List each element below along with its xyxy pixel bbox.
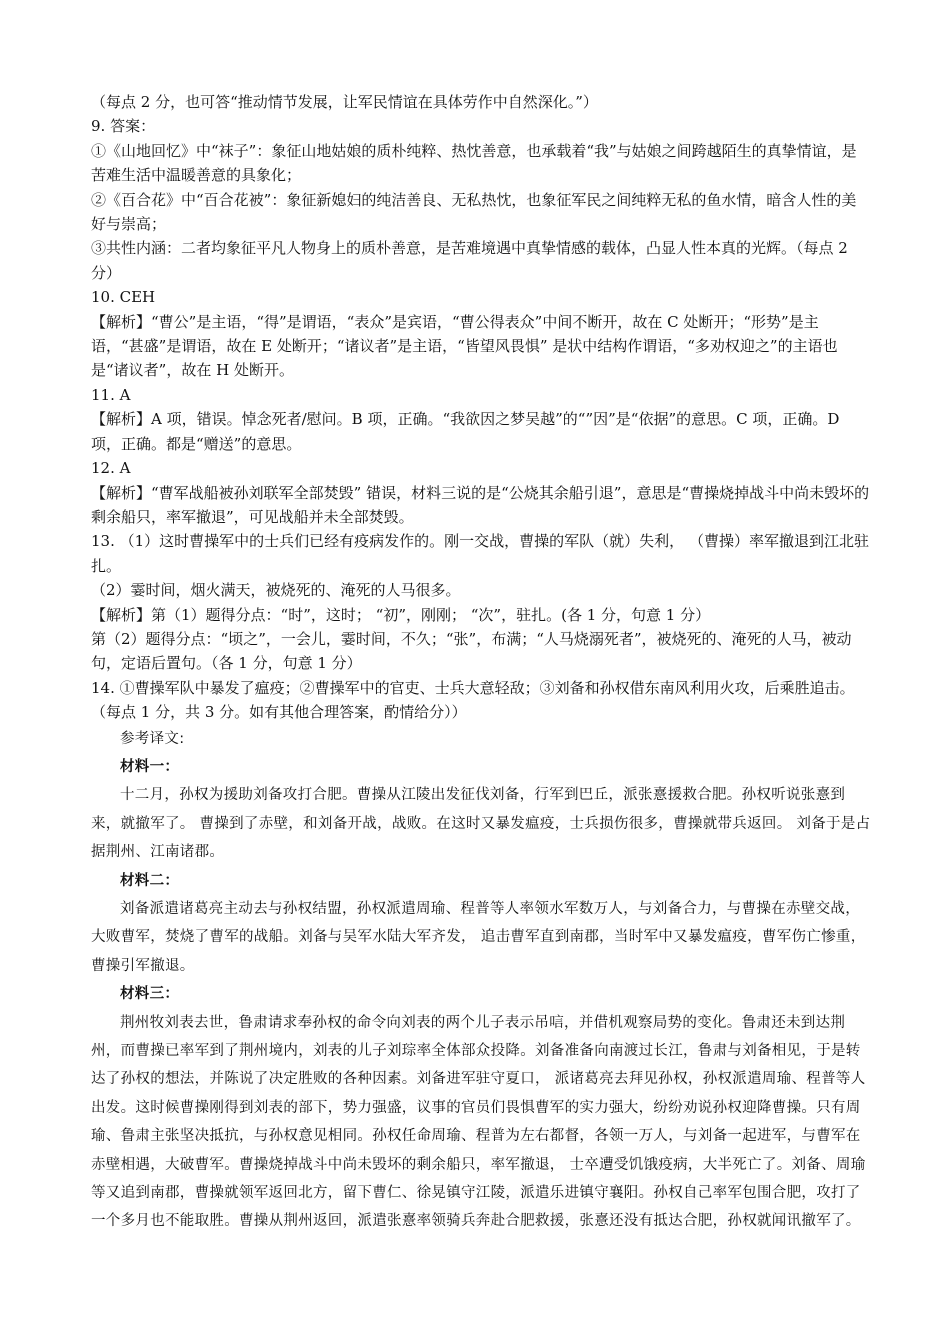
reference-translation [91,725,871,1236]
answer-line: 11. A [91,385,131,404]
answer-line: 14. ①曹操军队中暴发了瘟疫；②曹操军中的官吏、士兵大意轻敌；③刘备和孙权借东南风利用火攻，后乘胜追击。 （每点 1 分，共 3 分。如有其他合理答案，酌情给分）） [91,678,855,722]
answer-line: 【解析】“曹军战船被孙刘联军全部焚毁” 错误，材料三说的是“公烧其余船引退”，意思是“曹操烧掉战斗中尚未毁坏的剩余船只，率军撤退”，可见战船并未全部焚毁。 [91,483,870,526]
answer-line: 13. （1）这时曹操军中的士兵们已经有疫病发作的。刚一交战，曹操的军队（就）失利， （曹操）率军撤退到江北驻扎。 [91,532,869,575]
material-3-title: 材料三： [120,986,180,1003]
answer-line: ②《百合花》中“百合花被”：象征新媳妇的纯洁善良、无私热忱，也象征军民之间纯粹无私的鱼水情，暗含人性的美好与崇高； [91,190,857,234]
answer-line: 【解析】A 项，错误。悼念死者/慰问。B 项，正确。“我欲因之梦吴越”的“”因”是“依据”的意思。C 项，正确。D 项，正确。都是“赠送”的意思。 [91,410,840,453]
answer-line: 第（2）题得分点：“顷之”，一会儿，霎时间，不久；“张”，布满；“人马烧溺死者”，被烧死的、淹死的人马，被动句，定语后置句。（各 1 分，句意 1 分） [91,629,852,673]
answer-line: 12. A [91,459,131,478]
answer-line: 【解析】第（1）题得分点：“时”，这时； “初”，刚刚； “次”，驻扎。(各 1 分，句意 1 分） [91,605,711,624]
answer-line: ①《山地回忆》中“袜子”：象征山地姑娘的质朴纯粹、热忱善意，也承载着“我”与姑娘之间跨越陌生的真挚情谊，是苦难生活中温暖善意的具象化； [91,141,857,185]
answer-line: （2）霎时间，烟火满天，被烧死的、淹死的人马很多。 [91,581,461,600]
answer-line: 10. CEH [91,288,156,307]
answer-line: ③共性内涵：二者均象征平凡人物身上的质朴善意，是苦难境遇中真挚情感的载体，凸显人性本真的光辉。（每点 2 分） [91,239,848,282]
material-1-text: 十二月，孙权为援助刘备攻打合肥。曹操从江陵出发征伐刘备，行军到巴丘，派张憙援救合肥。孙权听说张憙到来，就撤军了。 曹操到了赤壁，和刘备开战，战败。在这时又暴发瘟疫，士兵损伤很多，曹操就带兵返回。 刘备于是占据荆州、江南诸郡。 [91,787,871,861]
material-1-title: 材料一： [120,758,180,775]
material-3-text: 荆州牧刘表去世，鲁肃请求奉孙权的命令向刘表的两个儿子表示吊唁，并借机观察局势的变化。鲁肃还未到达荆州，而曹操已率军到了荆州境内，刘表的儿子刘琮率全体部众投降。刘备准备向南渡过长江，鲁肃与刘备相见，于是转达了孙权的想法，并陈说了决定胜败的各种因素。刘备进军驻守夏口， 派诸葛亮去拜见孙权，孙权派遣周瑜、程普等人出发。这时候曹操刚得到刘表的部下，势力强盛，议事的官员们畏惧曹军的实力强大，纷纷劝说孙权迎降曹操。只有周瑜、鲁肃主张坚决抵抗，与孙权意见相同。孙权任命周瑜、程普为左右都督，各领一万人，与刘备一起进军，与曹军在赤壁相遇，大破曹军。曹操烧掉战斗中尚未毁坏的剩余船只，率军撤退， 士卒遭受饥饿疫病，大半死亡了。刘备、周瑜等又追到南郡，曹操就领军返回北方，留下曹仁、徐晃镇守江陵，派遣乐进镇守襄阳。孙权自己率军包围合肥，攻打了一个多月也不能取胜。曹操从荆州返回，派遣张憙率领骑兵奔赴合肥救援，张憙还没有抵达合肥，孙权就闻讯撤军了。 [91,1014,866,1230]
answer-line: 【解析】“曹公”是主语，“得”是谓语，“表众”是宾语，“曹公得表众”中间不断开，故在 C 处断开；“形势”是主语，“甚盛”是谓语，故在 E 处断开；“诸议者”是主语，“皆望风畏惧” 是状中结构作谓语，“多劝权迎之”的主语也是“诸议者”，故在 H 处断开。 [91,312,838,380]
material-2-title: 材料二： [120,872,180,889]
answer-page [91,90,871,1236]
translation-heading: 参考译文: [120,730,185,747]
answer-line: （每点 2 分，也可答“推动情节发展，让军民情谊在具体劳作中自然深化。”） [91,93,598,111]
answer-line: 9. 答案： [91,117,156,136]
material-2-text: 刘备派遣诸葛亮主动去与孙权结盟，孙权派遣周瑜、程普等人率领水军数万人，与刘备合力，与曹操在赤壁交战，大败曹军，焚烧了曹军的战船。刘备与吴军水陆大军齐发， 追击曹军直到南郡，当时军中又暴发瘟疫，曹军伤亡惨重，曹操引军撤退。 [91,901,866,974]
